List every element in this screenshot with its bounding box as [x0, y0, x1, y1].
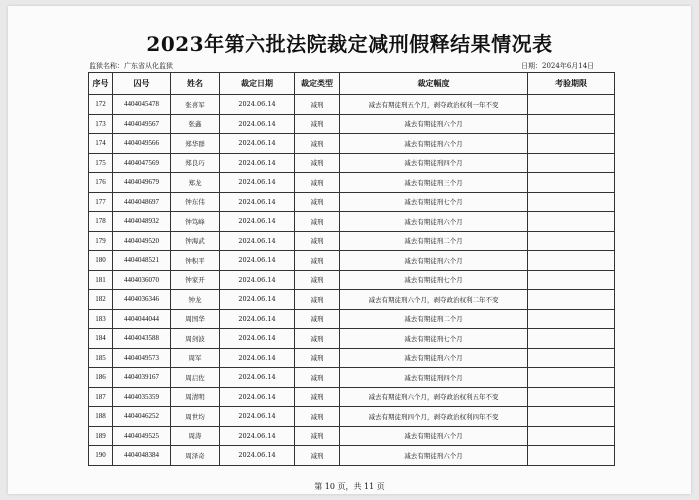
- cell-probation-period: [528, 426, 615, 446]
- cell-name: 周泽奇: [171, 446, 220, 466]
- cell-prisoner-id: 4404036346: [113, 290, 171, 310]
- cell-prisoner-id: 4404048384: [113, 446, 171, 466]
- cell-prisoner-id: 4404039167: [113, 368, 171, 388]
- cell-probation-period: [528, 134, 615, 154]
- cell-ruling-date: 2024.06.14: [220, 153, 295, 173]
- cell-ruling-date: 2024.06.14: [220, 251, 295, 271]
- cell-index: 177: [89, 192, 113, 212]
- cell-probation-period: [528, 231, 615, 251]
- cell-prisoner-id: 4404035359: [113, 387, 171, 407]
- cell-ruling-date: 2024.06.14: [220, 173, 295, 193]
- cell-name: 周清明: [171, 387, 220, 407]
- cell-prisoner-id: 4404049520: [113, 231, 171, 251]
- date-label: 日期：2024年6月14日: [521, 62, 595, 70]
- header-ruling-extent: 裁定幅度: [340, 73, 528, 95]
- cell-ruling-date: 2024.06.14: [220, 426, 295, 446]
- table-row: [89, 407, 615, 427]
- cell-ruling-extent: 减去有期徒刑六个月，剥夺政治权利五年不变: [340, 387, 528, 407]
- cell-prisoner-id: 4404048697: [113, 192, 171, 212]
- cell-prisoner-id: 4404049525: [113, 426, 171, 446]
- cell-ruling-extent: 减去有期徒刑二个月: [340, 309, 528, 329]
- cell-ruling-date: 2024.06.14: [220, 407, 295, 427]
- cell-prisoner-id: 4404047569: [113, 153, 171, 173]
- cell-index: 187: [89, 387, 113, 407]
- cell-name: 钟龙: [171, 290, 220, 310]
- cell-prisoner-id: 4404043588: [113, 329, 171, 349]
- cell-name: 郑华群: [171, 134, 220, 154]
- cell-ruling-extent: 减去有期徒刑四个月: [340, 368, 528, 388]
- cell-ruling-type: 减刑: [295, 251, 340, 271]
- cell-prisoner-id: 4404049573: [113, 348, 171, 368]
- cell-name: 钟家开: [171, 270, 220, 290]
- cell-ruling-extent: 减去有期徒刑五个月，剥夺政治权利一年不变: [340, 95, 528, 115]
- cell-ruling-type: 减刑: [295, 212, 340, 232]
- cell-name: 周启佐: [171, 368, 220, 388]
- cell-name: 周涛: [171, 426, 220, 446]
- cell-name: 郑龙: [171, 173, 220, 193]
- page-title: 2023年第六批法院裁定减刑假释结果情况表: [146, 32, 553, 56]
- table-row: [89, 270, 615, 290]
- header-ruling-type: 裁定类型: [295, 73, 340, 95]
- header-name: 姓名: [171, 73, 220, 95]
- cell-ruling-extent: 减去有期徒刑六个月: [340, 348, 528, 368]
- cell-ruling-extent: 减去有期徒刑二个月: [340, 231, 528, 251]
- table-row: [89, 192, 615, 212]
- cell-ruling-extent: 减去有期徒刑四个月，剥夺政治权利四年不变: [340, 407, 528, 427]
- cell-prisoner-id: 4404048521: [113, 251, 171, 271]
- cell-ruling-extent: 减去有期徒刑六个月: [340, 446, 528, 466]
- cell-ruling-date: 2024.06.14: [220, 348, 295, 368]
- cell-probation-period: [528, 270, 615, 290]
- cell-ruling-type: 减刑: [295, 387, 340, 407]
- cell-prisoner-id: 4404036070: [113, 270, 171, 290]
- cell-prisoner-id: 4404049679: [113, 173, 171, 193]
- cell-probation-period: [528, 368, 615, 388]
- table-row: [89, 348, 615, 368]
- cell-ruling-type: 减刑: [295, 270, 340, 290]
- cell-index: 179: [89, 231, 113, 251]
- table-row: [89, 114, 615, 134]
- cell-ruling-extent: 减去有期徒刑七个月: [340, 192, 528, 212]
- table-row: [89, 95, 615, 115]
- cell-index: 188: [89, 407, 113, 427]
- table-row: [89, 446, 615, 466]
- cell-index: 189: [89, 426, 113, 446]
- cell-probation-period: [528, 290, 615, 310]
- cell-ruling-type: 减刑: [295, 134, 340, 154]
- cell-index: 176: [89, 173, 113, 193]
- cell-ruling-extent: 减去有期徒刑六个月: [340, 426, 528, 446]
- cell-ruling-extent: 减去有期徒刑四个月: [340, 153, 528, 173]
- cell-ruling-type: 减刑: [295, 290, 340, 310]
- cell-ruling-date: 2024.06.14: [220, 368, 295, 388]
- cell-probation-period: [528, 329, 615, 349]
- cell-ruling-type: 减刑: [295, 348, 340, 368]
- cell-index: 172: [89, 95, 113, 115]
- table-row: [89, 329, 615, 349]
- cell-ruling-date: 2024.06.14: [220, 134, 295, 154]
- header-index: 序号: [89, 73, 113, 95]
- cell-name: 钟笃峰: [171, 212, 220, 232]
- cell-index: 175: [89, 153, 113, 173]
- cell-index: 190: [89, 446, 113, 466]
- cell-prisoner-id: 4404049566: [113, 134, 171, 154]
- cell-ruling-date: 2024.06.14: [220, 212, 295, 232]
- cell-ruling-date: 2024.06.14: [220, 446, 295, 466]
- table-row: [89, 134, 615, 154]
- cell-index: 178: [89, 212, 113, 232]
- cell-index: 183: [89, 309, 113, 329]
- cell-name: 钟海武: [171, 231, 220, 251]
- cell-probation-period: [528, 251, 615, 271]
- cell-probation-period: [528, 446, 615, 466]
- cell-ruling-type: 减刑: [295, 192, 340, 212]
- cell-ruling-type: 减刑: [295, 309, 340, 329]
- table-row: [89, 387, 615, 407]
- cell-index: 182: [89, 290, 113, 310]
- cell-ruling-type: 减刑: [295, 95, 340, 115]
- cell-prisoner-id: 4404048932: [113, 212, 171, 232]
- table-row: [89, 368, 615, 388]
- table-row: [89, 231, 615, 251]
- table-row: [89, 426, 615, 446]
- table-row: [89, 212, 615, 232]
- cell-index: 184: [89, 329, 113, 349]
- cell-name: 钟东伟: [171, 192, 220, 212]
- cell-probation-period: [528, 95, 615, 115]
- header-prisoner-id: 囚号: [113, 73, 171, 95]
- header-probation-period: 考验期限: [528, 73, 615, 95]
- cell-name: 周国华: [171, 309, 220, 329]
- cell-ruling-date: 2024.06.14: [220, 290, 295, 310]
- cell-probation-period: [528, 173, 615, 193]
- cell-probation-period: [528, 114, 615, 134]
- cell-prisoner-id: 4404046252: [113, 407, 171, 427]
- cell-ruling-type: 减刑: [295, 114, 340, 134]
- cell-probation-period: [528, 309, 615, 329]
- cell-name: 周剑波: [171, 329, 220, 349]
- cell-ruling-type: 减刑: [295, 173, 340, 193]
- cell-name: 张鑫: [171, 114, 220, 134]
- table-row: [89, 251, 615, 271]
- cell-ruling-type: 减刑: [295, 153, 340, 173]
- cell-ruling-date: 2024.06.14: [220, 231, 295, 251]
- cell-index: 185: [89, 348, 113, 368]
- cell-ruling-type: 减刑: [295, 231, 340, 251]
- cell-ruling-date: 2024.06.14: [220, 329, 295, 349]
- cell-ruling-date: 2024.06.14: [220, 270, 295, 290]
- cell-prisoner-id: 4404044044: [113, 309, 171, 329]
- cell-probation-period: [528, 387, 615, 407]
- cell-name: 周世均: [171, 407, 220, 427]
- cell-ruling-date: 2024.06.14: [220, 309, 295, 329]
- cell-ruling-type: 减刑: [295, 368, 340, 388]
- cell-ruling-extent: 减去有期徒刑七个月: [340, 270, 528, 290]
- cell-probation-period: [528, 407, 615, 427]
- cell-ruling-extent: 减去有期徒刑六个月: [340, 134, 528, 154]
- cell-index: 181: [89, 270, 113, 290]
- cell-name: 郑良巧: [171, 153, 220, 173]
- table-row: [89, 153, 615, 173]
- table-row: [89, 173, 615, 193]
- cell-probation-period: [528, 153, 615, 173]
- cell-ruling-type: 减刑: [295, 426, 340, 446]
- cell-probation-period: [528, 348, 615, 368]
- table-row: [89, 290, 615, 310]
- cell-prisoner-id: 4404045478: [113, 95, 171, 115]
- header-ruling-date: 裁定日期: [220, 73, 295, 95]
- table-row: [89, 309, 615, 329]
- cell-ruling-date: 2024.06.14: [220, 114, 295, 134]
- cell-ruling-date: 2024.06.14: [220, 95, 295, 115]
- cell-probation-period: [528, 212, 615, 232]
- cell-ruling-type: 减刑: [295, 407, 340, 427]
- cell-ruling-extent: 减去有期徒刑六个月，剥夺政治权利二年不变: [340, 290, 528, 310]
- cell-index: 174: [89, 134, 113, 154]
- cell-index: 186: [89, 368, 113, 388]
- cell-ruling-extent: 减去有期徒刑三个月: [340, 173, 528, 193]
- cell-name: 张喜军: [171, 95, 220, 115]
- table-header-row: [89, 73, 615, 95]
- cell-ruling-extent: 减去有期徒刑七个月: [340, 329, 528, 349]
- prison-name-label: 监狱名称：广东省从化监狱: [89, 62, 173, 70]
- page-number-footer: 第 10 页，共 11 页: [314, 482, 385, 491]
- document-page: [8, 6, 691, 494]
- cell-ruling-date: 2024.06.14: [220, 387, 295, 407]
- cell-ruling-type: 减刑: [295, 446, 340, 466]
- cell-index: 173: [89, 114, 113, 134]
- cell-name: 周军: [171, 348, 220, 368]
- cell-probation-period: [528, 192, 615, 212]
- cell-ruling-extent: 减去有期徒刑六个月: [340, 212, 528, 232]
- sentence-reduction-table: [88, 72, 615, 466]
- cell-name: 钟积平: [171, 251, 220, 271]
- cell-ruling-extent: 减去有期徒刑六个月: [340, 114, 528, 134]
- cell-ruling-type: 减刑: [295, 329, 340, 349]
- cell-ruling-extent: 减去有期徒刑六个月: [340, 251, 528, 271]
- cell-index: 180: [89, 251, 113, 271]
- cell-prisoner-id: 4404049567: [113, 114, 171, 134]
- cell-ruling-date: 2024.06.14: [220, 192, 295, 212]
